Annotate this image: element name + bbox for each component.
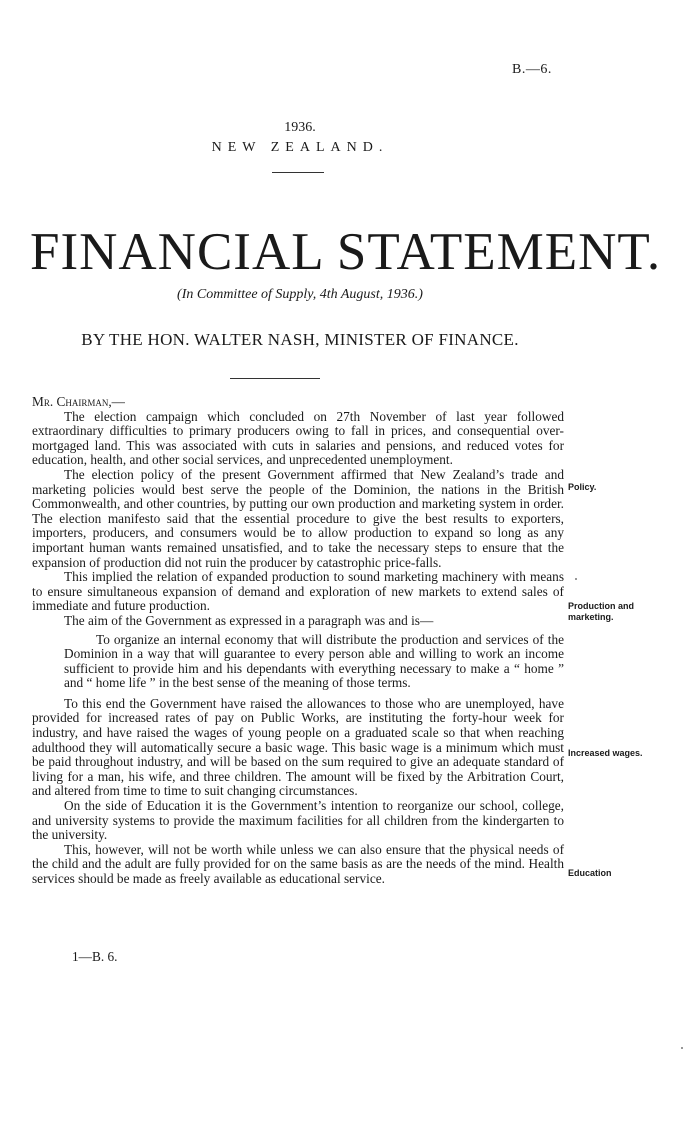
paragraph-policy: The election policy of the present Government affirmed that New Zealand’s trade and marketing policies would best serve the people of the Dominion, the nations in the British Commonwealth, and other countries, by putting our own production and marketing system in order. The election manifesto said that the essential procedure to give the best results to exporters, importers, producers, and consumers would be to allow production to expand so long as any important human wants remained unsatisfied, and to take the necessary steps to ensure that the expansion of production did not ruin the producer by catastrophic price-falls. (32, 466, 564, 570)
rule-under-byline (230, 378, 320, 379)
sidenote-education: Education (568, 868, 612, 878)
country-heading: NEW ZEALAND. (211, 140, 389, 155)
footer-signature: 1—B. 6. (72, 949, 118, 964)
byline: BY THE HON. WALTER NASH, MINISTER OF FINANCE. (81, 330, 519, 349)
page-title: FINANCIAL STATEMENT. (30, 223, 662, 281)
paragraph-campaign: The election campaign which concluded on 27th November of last year followed extraordinary difficulties to primary producers owing to fall in prices, and consequential over-mortgaged land. This was associated with cuts in salaries and pensions, and reduced votes for education, health, and other social services, and unprecedented unemployment. (32, 408, 564, 468)
year: 1936. (284, 120, 316, 135)
speck (681, 1047, 683, 1049)
sidenote-wages: Increased wages. (568, 748, 643, 758)
paragraph-wages: To this end the Government have raised the allowances to those who are unemployed, have provided for increased rates of pay on Public Works, are instituting the forty-hour week for industry, and have raised the wages of young people on a graduated scale so that when reaching adulthood they will automatically secure a basic wage. This basic wage is a minimum which must be paid throughout industry, and will be based on the sum required to give an adequate standard of living for a man, his wife, and three children. The amount will be fixed by the Arbitration Court, and altered from time to time to suit changing circumstances. (32, 695, 564, 799)
paragraph-education: On the side of Education it is the Government’s intention to reorganize our school, college, and university systems to provide the maximum facilities for all children from the kindergarten to the university. (32, 798, 564, 843)
page-reference: B.—6. (512, 62, 552, 77)
subtitle: (In Committee of Supply, 4th August, 1936.) (177, 287, 423, 302)
paragraph-production: This implied the relation of expanded production to sound marketing machinery with means to ensure simultaneous expansion of demand and exploration of new markets to extend sales of immediate and future production. (32, 569, 564, 614)
sidenote-policy: Policy. (568, 482, 597, 492)
paragraph-health: This, however, will not be worth while unless we can also ensure that the physical needs of the child and the adult are fully provided for on the same basis as are the needs of the mind. Health services should be made as freely available as educational service. (32, 841, 564, 886)
quoted-aim: To organize an internal economy that will distribute the production and services of the Dominion in a way that will guarantee to every person able and willing to work an income sufficient to provide him and his dependants with everything necessary to make a “ home ” and “ home life ” in the best sense of the meaning of those terms. (64, 631, 564, 691)
statement-body (32, 395, 564, 887)
paragraph-aim: The aim of the Government as expressed in a paragraph was and is— (64, 612, 434, 628)
salutation: Mr. Chairman,— (32, 394, 125, 409)
sidenote-production: Production and marketing. (568, 601, 634, 622)
speck (575, 578, 577, 580)
rule-under-country (272, 172, 324, 173)
